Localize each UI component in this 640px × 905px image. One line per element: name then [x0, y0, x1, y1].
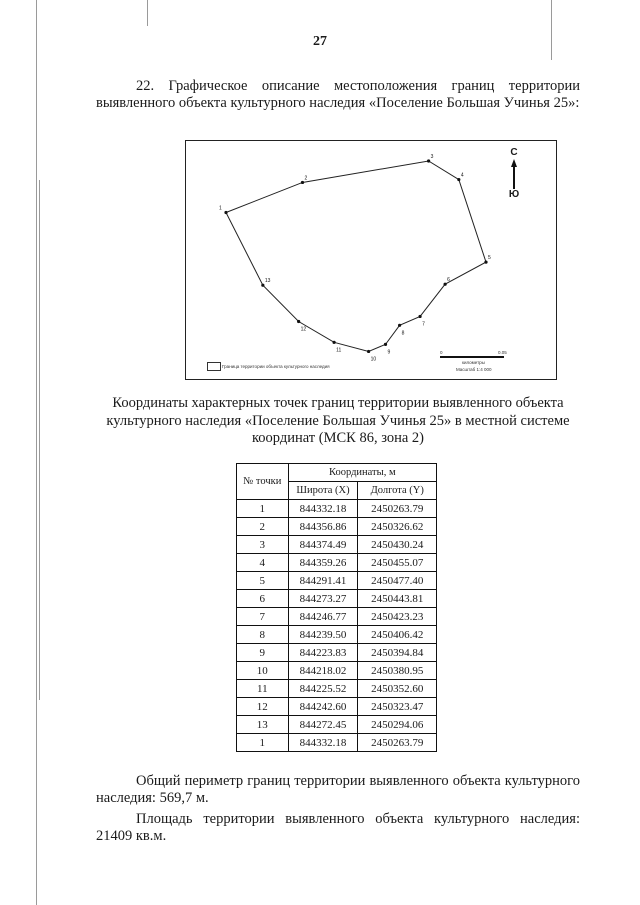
cell-longitude: 2450380.95 — [358, 662, 437, 680]
north-arrow — [504, 147, 524, 200]
cell-latitude: 844273.27 — [288, 590, 358, 608]
perimeter-paragraph — [96, 773, 580, 807]
north-label: С — [510, 147, 518, 158]
scale-bar — [438, 350, 510, 376]
table-row — [237, 716, 437, 734]
boundary-point-label: 1 — [219, 205, 222, 212]
cell-point-number: 13 — [237, 716, 289, 734]
cell-latitude: 844359.26 — [288, 554, 358, 572]
boundary-point-marker — [418, 315, 421, 318]
table-row — [237, 590, 437, 608]
header-point-number: № точки — [237, 464, 289, 500]
boundary-point-label: 7 — [422, 321, 425, 328]
cell-point-number: 11 — [237, 680, 289, 698]
cell-point-number: 4 — [237, 554, 289, 572]
boundary-point-label: 8 — [401, 330, 405, 337]
scan-edge-line — [39, 180, 40, 700]
cell-latitude: 844242.60 — [288, 698, 358, 716]
boundary-point-label: 5 — [488, 255, 491, 262]
cell-longitude: 2450352.60 — [358, 680, 437, 698]
boundary-point-marker — [224, 211, 227, 214]
area-text: Площадь территории выявленного объекта культурного наследия: 21409 кв.м. — [96, 811, 580, 844]
cell-point-number: 6 — [237, 590, 289, 608]
cell-latitude: 844291.41 — [288, 572, 358, 590]
boundary-map-canvas — [186, 141, 556, 379]
boundary-point-marker — [384, 343, 387, 346]
scale-bar-line — [440, 356, 504, 358]
cell-longitude: 2450323.47 — [358, 698, 437, 716]
cell-point-number: 5 — [237, 572, 289, 590]
coordinates-table — [236, 463, 437, 752]
scale-unit-label: километры — [462, 360, 485, 365]
cell-point-number: 7 — [237, 608, 289, 626]
table-row — [237, 554, 437, 572]
header-latitude: Широта (X) — [288, 482, 358, 500]
cell-longitude: 2450294.06 — [358, 716, 437, 734]
cell-point-number: 2 — [237, 518, 289, 536]
legend-swatch — [207, 362, 221, 371]
legend-label: Граница территории объекта культурного наследия — [222, 364, 330, 369]
boundary-point-label: 12 — [300, 326, 307, 333]
scan-edge-line — [36, 0, 37, 905]
cell-point-number: 1 — [237, 734, 289, 752]
cell-latitude: 844356.86 — [288, 518, 358, 536]
table-row — [237, 572, 437, 590]
cell-latitude: 844332.18 — [288, 500, 358, 518]
table-row — [237, 680, 437, 698]
header-longitude: Долгота (Y) — [358, 482, 437, 500]
cell-longitude: 2450326.62 — [358, 518, 437, 536]
scale-ratio-label: Масштаб 1:4 000 — [456, 367, 492, 372]
scale-end-label: 0.05 — [498, 350, 507, 355]
scale-start-label: 0 — [440, 350, 443, 355]
south-label: Ю — [508, 189, 520, 200]
cell-point-number: 9 — [237, 644, 289, 662]
cell-latitude: 844374.49 — [288, 536, 358, 554]
cell-point-number: 8 — [237, 626, 289, 644]
perimeter-text: Общий периметр границ территории выявленного объекта культурного наследия: 569,7 м. — [96, 773, 580, 806]
cell-point-number: 3 — [237, 536, 289, 554]
boundary-point-label: 11 — [336, 347, 342, 354]
cell-longitude: 2450263.79 — [358, 500, 437, 518]
cell-latitude: 844218.02 — [288, 662, 358, 680]
north-arrow-icon — [511, 159, 517, 167]
boundary-point-marker — [332, 341, 335, 344]
cell-longitude: 2450455.07 — [358, 554, 437, 572]
boundary-point-label: 9 — [387, 349, 391, 356]
boundary-point-label: 3 — [430, 154, 434, 160]
boundary-point-label: 10 — [370, 356, 377, 363]
boundary-point-label: 4 — [460, 172, 464, 179]
table-row — [237, 608, 437, 626]
boundary-map — [185, 140, 557, 380]
cell-longitude: 2450394.84 — [358, 644, 437, 662]
cell-point-number: 1 — [237, 500, 289, 518]
boundary-point-label: 6 — [447, 277, 450, 284]
table-row — [237, 644, 437, 662]
cell-point-number: 12 — [237, 698, 289, 716]
north-arrow-shaft — [513, 167, 515, 189]
boundary-line — [226, 161, 486, 354]
table-row — [237, 500, 437, 518]
cell-longitude: 2450477.40 — [358, 572, 437, 590]
cell-longitude: 2450443.81 — [358, 590, 437, 608]
boundary-point-marker — [398, 324, 401, 327]
cell-point-number: 10 — [237, 662, 289, 680]
section-intro-text: 22. Графическое описание местоположения границ территории выявленного объекта культурного наследия «Поселение Большая Учинья 25»: — [96, 78, 580, 111]
scan-edge-line — [147, 0, 148, 26]
boundary-point-marker — [297, 320, 300, 323]
cell-latitude: 844246.77 — [288, 608, 358, 626]
cell-latitude: 844225.52 — [288, 680, 358, 698]
cell-longitude: 2450430.24 — [358, 536, 437, 554]
table-row — [237, 536, 437, 554]
cell-latitude: 844332.18 — [288, 734, 358, 752]
cell-longitude: 2450406.42 — [358, 626, 437, 644]
boundary-point-marker — [367, 350, 370, 353]
cell-longitude: 2450263.79 — [358, 734, 437, 752]
table-row — [237, 626, 437, 644]
page-number: 27 — [313, 34, 327, 49]
table-heading: Координаты характерных точек границ территории выявленного объекта культурного наследия «Поселение Большая Учинья 25» в местной системе координат (МСК 86, зона 2) — [106, 395, 570, 446]
section-intro — [96, 78, 580, 112]
boundary-point-label: 13 — [264, 278, 271, 285]
cell-latitude: 844223.83 — [288, 644, 358, 662]
header-coordinates: Координаты, м — [288, 464, 436, 482]
cell-latitude: 844239.50 — [288, 626, 358, 644]
table-row — [237, 662, 437, 680]
table-row — [237, 518, 437, 536]
area-paragraph — [96, 811, 580, 845]
boundary-point-label: 2 — [304, 175, 308, 182]
scan-edge-line — [551, 0, 552, 60]
table-row — [237, 734, 437, 752]
cell-latitude: 844272.45 — [288, 716, 358, 734]
table-row — [237, 698, 437, 716]
cell-longitude: 2450423.23 — [358, 608, 437, 626]
